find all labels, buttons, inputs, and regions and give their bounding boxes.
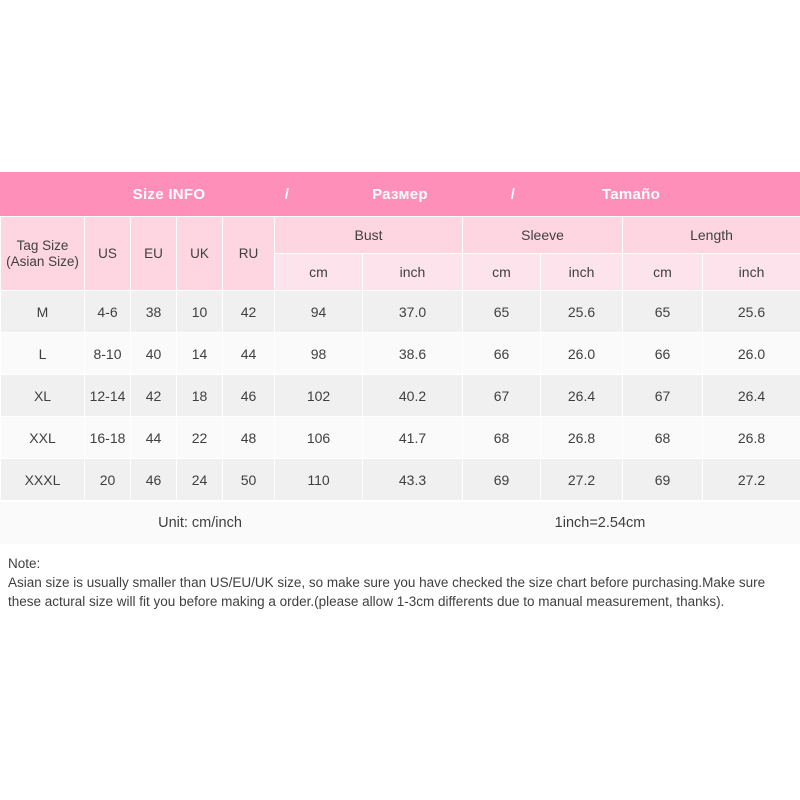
cell-length-inch: 26.4: [703, 375, 800, 417]
note-label: Note:: [8, 556, 41, 571]
header-length: Length: [623, 217, 800, 254]
cell-uk: 22: [177, 417, 223, 459]
cell-length-inch: 25.6: [703, 291, 800, 333]
cell-us: 8-10: [85, 333, 131, 375]
cell-bust-inch: 40.2: [363, 375, 463, 417]
cell-bust-cm: 94: [275, 291, 363, 333]
cell-ru: 50: [223, 459, 275, 501]
cell-bust-cm: 106: [275, 417, 363, 459]
subheader-length-inch: inch: [703, 254, 800, 291]
cell-eu: 44: [131, 417, 177, 459]
cell-length-cm: 67: [623, 375, 703, 417]
cell-tag: M: [1, 291, 85, 333]
table-row: [1, 417, 800, 459]
cell-bust-cm: 102: [275, 375, 363, 417]
cell-bust-inch: 41.7: [363, 417, 463, 459]
cell-ru: 44: [223, 333, 275, 375]
subheader-sleeve-inch: inch: [541, 254, 623, 291]
banner-title-en: Size INFO: [132, 185, 206, 203]
cell-uk: 18: [177, 375, 223, 417]
banner-title-ru: Размер: [372, 185, 428, 203]
cell-eu: 40: [131, 333, 177, 375]
cell-length-inch: 27.2: [703, 459, 800, 501]
cell-bust-cm: 98: [275, 333, 363, 375]
cell-bust-inch: 37.0: [363, 291, 463, 333]
tag-size-line2: (Asian Size): [6, 253, 79, 269]
header-tag-size: [1, 217, 85, 291]
note-section: [0, 544, 800, 611]
cell-us: 20: [85, 459, 131, 501]
cell-uk: 24: [177, 459, 223, 501]
cell-us: 4-6: [85, 291, 131, 333]
cell-eu: 46: [131, 459, 177, 501]
cell-bust-cm: 110: [275, 459, 363, 501]
cell-length-cm: 68: [623, 417, 703, 459]
cell-sleeve-inch: 27.2: [541, 459, 623, 501]
table-row: [1, 333, 800, 375]
cell-eu: 38: [131, 291, 177, 333]
note-line-1: Asian size is usually smaller than US/EU/UK size, so make sure you have checked the size chart before purchasing.Make sure: [8, 575, 766, 590]
note-line-2: these actural size will fit you before making a order.(please allow 1-3cm differents due to manual measurement, thanks).: [8, 594, 725, 609]
table-row: [1, 375, 800, 417]
subheader-length-cm: cm: [623, 254, 703, 291]
size-info-banner: [0, 172, 800, 216]
cell-uk: 14: [177, 333, 223, 375]
header-eu: EU: [131, 217, 177, 291]
banner-title-es: Tamaño: [601, 185, 661, 203]
unit-conversion: 1inch=2.54cm: [554, 515, 646, 531]
cell-uk: 10: [177, 291, 223, 333]
header-uk: UK: [177, 217, 223, 291]
cell-length-cm: 66: [623, 333, 703, 375]
cell-ru: 42: [223, 291, 275, 333]
cell-sleeve-inch: 26.8: [541, 417, 623, 459]
cell-us: 16-18: [85, 417, 131, 459]
cell-bust-inch: 38.6: [363, 333, 463, 375]
cell-sleeve-inch: 25.6: [541, 291, 623, 333]
subheader-bust-cm: cm: [275, 254, 363, 291]
table-row: [1, 459, 800, 501]
banner-separator-2: /: [510, 185, 516, 203]
cell-tag: XXL: [1, 417, 85, 459]
subheader-sleeve-cm: cm: [463, 254, 541, 291]
cell-tag: XXXL: [1, 459, 85, 501]
cell-tag: L: [1, 333, 85, 375]
cell-ru: 48: [223, 417, 275, 459]
table-row: [1, 291, 800, 333]
header-sleeve: Sleeve: [463, 217, 623, 254]
cell-sleeve-cm: 65: [463, 291, 541, 333]
cell-length-inch: 26.0: [703, 333, 800, 375]
header-ru: RU: [223, 217, 275, 291]
unit-label: Unit: cm/inch: [158, 515, 242, 531]
cell-bust-inch: 43.3: [363, 459, 463, 501]
cell-sleeve-cm: 69: [463, 459, 541, 501]
cell-eu: 42: [131, 375, 177, 417]
unit-row: [0, 501, 800, 544]
header-bust: Bust: [275, 217, 463, 254]
cell-length-cm: 65: [623, 291, 703, 333]
header-us: US: [85, 217, 131, 291]
cell-sleeve-inch: 26.0: [541, 333, 623, 375]
size-table: [0, 216, 800, 501]
cell-length-inch: 26.8: [703, 417, 800, 459]
cell-length-cm: 69: [623, 459, 703, 501]
cell-sleeve-cm: 67: [463, 375, 541, 417]
tag-size-line1: Tag Size: [16, 237, 69, 253]
subheader-bust-inch: inch: [363, 254, 463, 291]
cell-tag: XL: [1, 375, 85, 417]
cell-us: 12-14: [85, 375, 131, 417]
size-chart: [0, 172, 800, 611]
cell-sleeve-cm: 68: [463, 417, 541, 459]
cell-sleeve-inch: 26.4: [541, 375, 623, 417]
cell-sleeve-cm: 66: [463, 333, 541, 375]
cell-ru: 46: [223, 375, 275, 417]
banner-separator-1: /: [284, 185, 290, 203]
